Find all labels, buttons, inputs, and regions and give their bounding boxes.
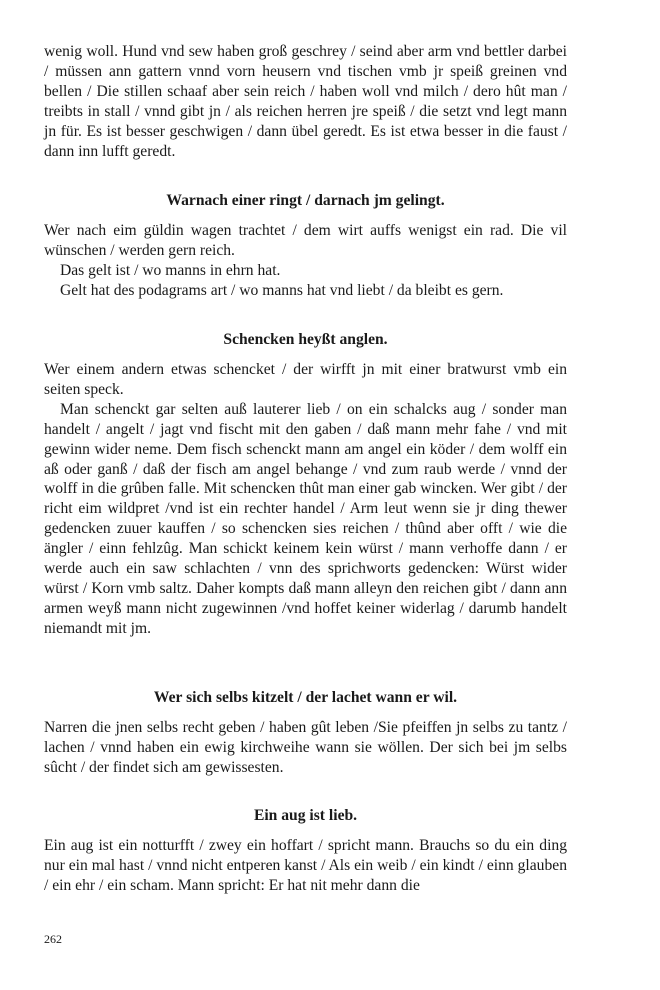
section-heading: Warnach einer ringt / darnach jm gelingt.	[166, 192, 445, 209]
paragraph: Wer einem andern etwas schencket / der wirfft jn mit einer bratwurst vmb ein seiten speck.	[44, 361, 567, 398]
paragraph: Narren die jnen selbs recht geben / haben gût leben /Sie pfeiffen jn selbs zu tantz / lachen / vnnd haben ein ewig kirchweihe wann sie wöllen. Der sich bei jm selbs sûcht / der findet sich am gewissesten.	[44, 719, 567, 776]
paragraph-indented: Das gelt ist / wo manns in ehrn hat.	[60, 261, 281, 279]
text-block-section-2	[44, 360, 567, 639]
paragraph-indented: Man schenckt gar selten auß lauterer lieb / on ein schalcks aug / sonder man handelt / angelt / jagt vnd fischt mit den gaben / daß mann mehr fahe / vnd mit gewinn wider neme. Dem fisch schenckt mann am angel ein köder / dem wolff ein aß oder ganß / daß der fisch am angel behange / vnd zum raub werde / vnnd der wolff in die grûben falle. Mit schencken thût man einer gab wincken. Wer gibt / der richt eim wildpret /vnd ist ein rechter handel / Arm leut wenn sie jr ding thewer gedencken zuuer kauffen / so schencken sies reichen / thûnd aber offt / wie die ängler / einn fehlzûg. Man schickt keinem kein würst / mann verhoffe dann / er werde auch ein saw schlachten / vnn des sprichworts gedencken: Würst wider würst / Korn vmb saltz. Daher kompts daß mann alleyn den reichen gibt / dann ann armen weyß mann nicht zugewinnen /vnd hoffet keiner widerlag / darumb handelt niemandt mit jm.	[44, 400, 567, 637]
text-block-section-3	[44, 718, 567, 778]
text-block-section-1	[44, 221, 567, 301]
paragraph: Ein aug ist ein notturfft / zwey ein hoffart / spricht mann. Brauchs so du ein ding nur ein mal hast / vnnd nicht entperen kanst / Als ein weib / ein kindt / einn glauben / ein ehr / ein scham. Mann spricht: Er hat nit mehr dann die	[44, 837, 567, 894]
text-block-section-4	[44, 836, 567, 896]
page-number: 262	[44, 932, 62, 946]
paragraph: Wer nach eim güldin wagen trachtet / dem wirt auffs wenigst ein rad. Die vil wünschen / werden gern reich.	[44, 222, 567, 259]
text-block-intro	[44, 42, 567, 161]
paragraph-indented: Gelt hat des podagrams art / wo manns hat vnd liebt / da bleibt es gern.	[60, 281, 504, 299]
section-heading: Wer sich selbs kitzelt / der lachet wann er wil.	[153, 689, 458, 706]
section-heading: Schencken heyßt anglen.	[223, 331, 388, 348]
section-heading: Ein aug ist lieb.	[253, 807, 358, 824]
paragraph: wenig woll. Hund vnd sew haben groß geschrey / seind aber arm vnd bettler darbei / müssen ann gattern vnnd vorn heusern vnd tischen vmb jr speiß greinen vnd bellen / Die stillen schaaf aber sein reich / haben woll vnd milch / dero hût man / treibts in stall / vnnd gibt jn / als reichen herren jre speiß / die setzt vnd legt mann jn für. Es ist besser geschwigen / dann übel geredt. Es ist etwa besser in die faust / dann inn lufft geredt.	[44, 43, 567, 160]
